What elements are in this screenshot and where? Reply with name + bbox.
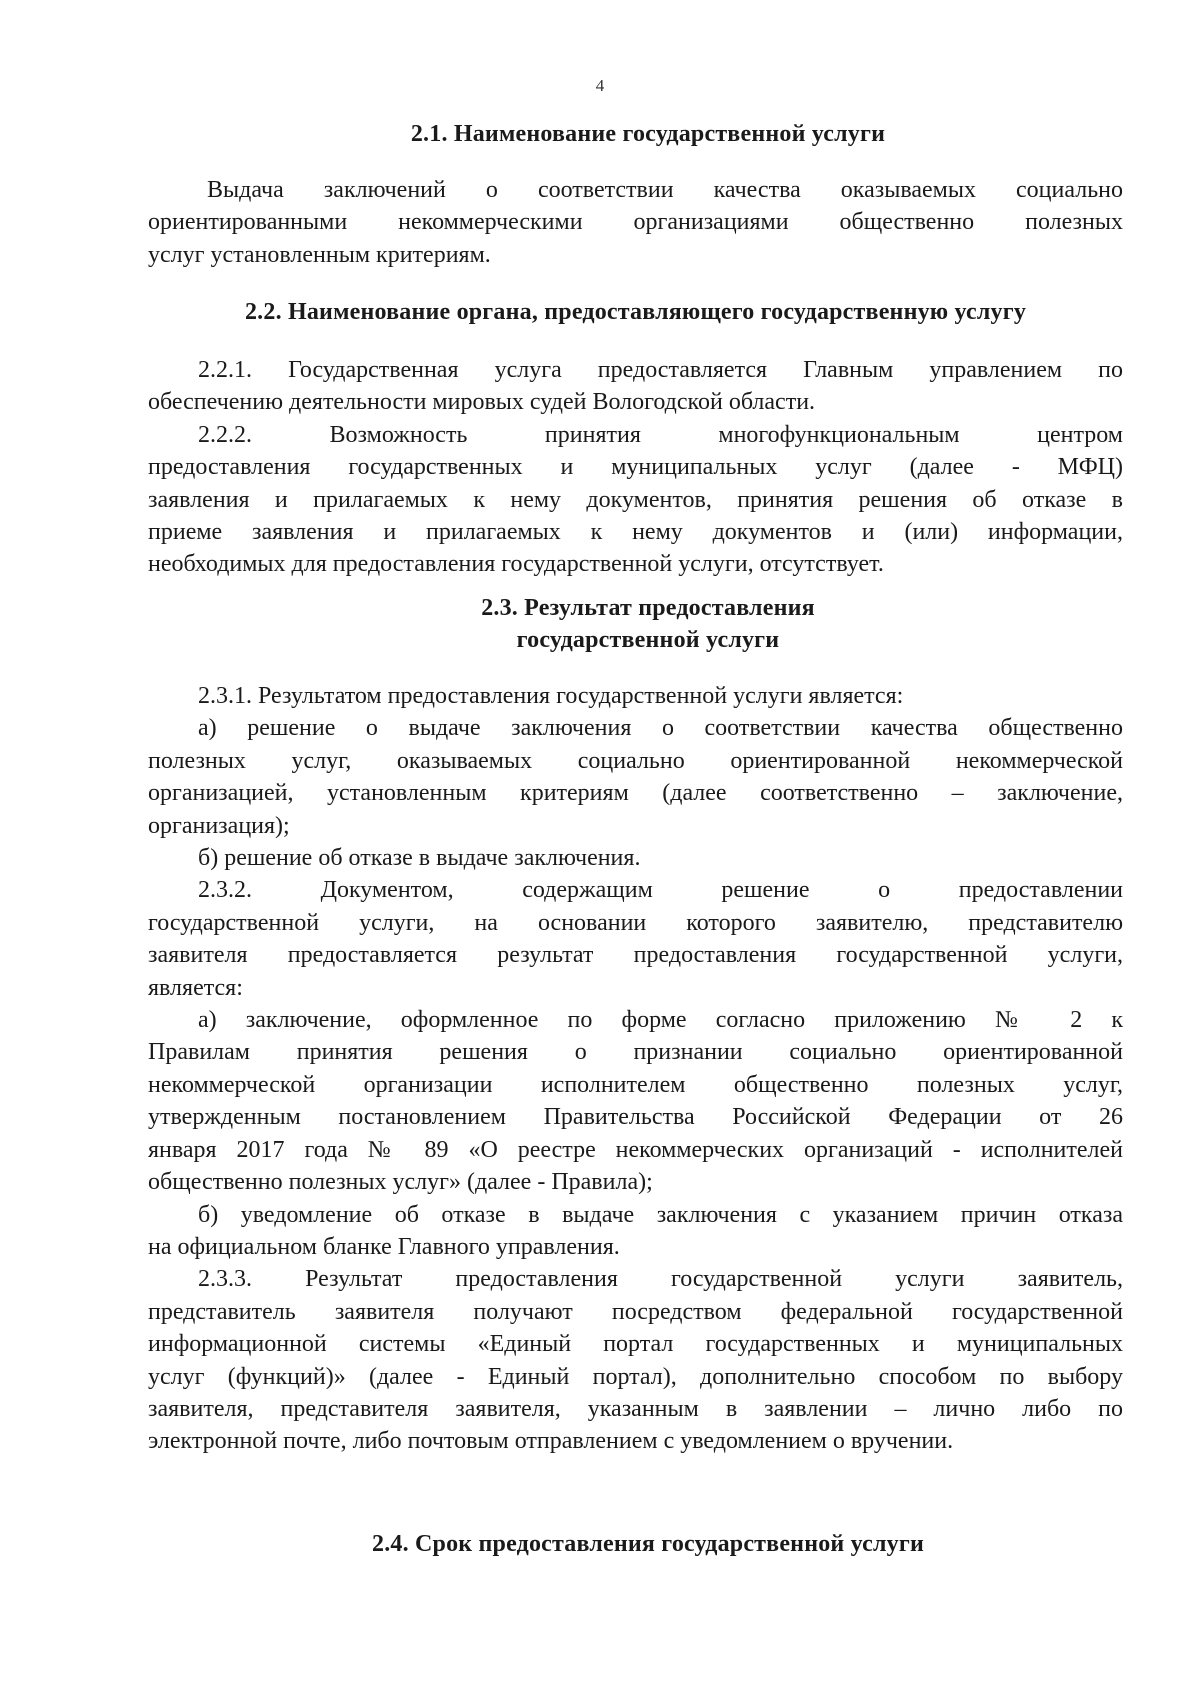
text-line: заявления и прилагаемых к нему документов, принятия решения об отказе в <box>148 486 1123 513</box>
text-line: б) уведомление об отказе в выдаче заключения с указанием причин отказа <box>198 1201 1123 1228</box>
section-2-4-heading: 2.4. Срок предоставления государственной услуги <box>372 1531 924 1557</box>
text-line: услуг установленным критериям. <box>148 241 491 268</box>
page-number: 4 <box>595 76 605 95</box>
section-2-2-paragraph <box>148 354 1123 581</box>
section-2-1-heading: 2.1. Наименование государственной услуги <box>410 121 886 147</box>
text-line: электронной почте, либо почтовым отправлением с уведомлением о вручении. <box>148 1428 954 1455</box>
text-line: необходимых для предоставления государственной услуги, отсутствует. <box>148 551 884 578</box>
text-line: организацией, установленным критериям (далее соответственно – заключение, <box>148 780 1123 807</box>
text-line: утвержденным постановлением Правительства Российской Федерации от 26 <box>148 1104 1123 1131</box>
section-2-3-heading-line-2: государственной услуги <box>516 627 780 653</box>
text-line: на официальном бланке Главного управления. <box>148 1233 620 1260</box>
section-2-2-heading: 2.2. Наименование органа, предоставляющего государственную услугу <box>244 299 1027 325</box>
text-line: предоставления государственных и муниципальных услуг (далее - МФЦ) <box>148 454 1123 481</box>
text-line: ориентированными некоммерческими организациями общественно полезных <box>148 209 1123 236</box>
text-line: полезных услуг, оказываемых социально ориентированной некоммерческой <box>148 747 1123 774</box>
text-line: 2.3.1. Результатом предоставления государственной услуги является: <box>198 683 904 709</box>
text-line: организация); <box>148 812 290 839</box>
text-line: является: <box>148 974 243 1001</box>
text-line: а) решение о выдаче заключения о соответствии качества общественно <box>198 715 1123 742</box>
section-2-3-heading <box>148 592 1148 656</box>
text-line: б) решение об отказе в выдаче заключения. <box>198 845 641 872</box>
text-line: заявителя, представителя заявителя, указанным в заявлении – лично либо по <box>148 1395 1123 1422</box>
text-line: Выдача заключений о соответствии качества оказываемых социально <box>207 177 1123 203</box>
text-line: 2.3.2. Документом, содержащим решение о предоставлении <box>198 877 1123 904</box>
text-line: общественно полезных услуг» (далее - Правила); <box>148 1169 653 1196</box>
text-line: января 2017 года № 89 «О реестре некоммерческих организаций - исполнителей <box>148 1136 1123 1163</box>
text-line: 2.2.1. Государственная услуга предоставляется Главным управлением по <box>198 357 1123 383</box>
section-2-1-paragraph <box>148 174 1123 271</box>
text-line: услуг (функций)» (далее - Единый портал), дополнительно способом по выбору <box>148 1363 1123 1390</box>
text-line: приеме заявления и прилагаемых к нему документов и (или) информации, <box>148 519 1123 546</box>
text-line: заявителя предоставляется результат предоставления государственной услуги, <box>148 942 1123 969</box>
text-line: обеспечению деятельности мировых судей Вологодской области. <box>148 389 816 416</box>
text-line: представитель заявителя получают посредством федеральной государственной <box>148 1298 1123 1325</box>
text-line: некоммерческой организации исполнителем общественно полезных услуг, <box>148 1071 1123 1098</box>
text-line: Правилам принятия решения о признании социально ориентированной <box>148 1039 1123 1066</box>
section-2-3-heading-line-1: 2.3. Результат предоставления <box>481 595 815 621</box>
text-line: 2.2.2. Возможность принятия многофункциональным центром <box>198 421 1123 448</box>
text-line: а) заключение, оформленное по форме согласно приложению № 2 к <box>198 1007 1123 1034</box>
text-line: государственной услуги, на основании которого заявителю, представителю <box>148 909 1123 936</box>
text-line: 2.3.3. Результат предоставления государственной услуги заявитель, <box>198 1266 1123 1293</box>
text-line: информационной системы «Единый портал государственных и муниципальных <box>148 1331 1123 1358</box>
section-2-3-paragraph <box>148 680 1123 1458</box>
